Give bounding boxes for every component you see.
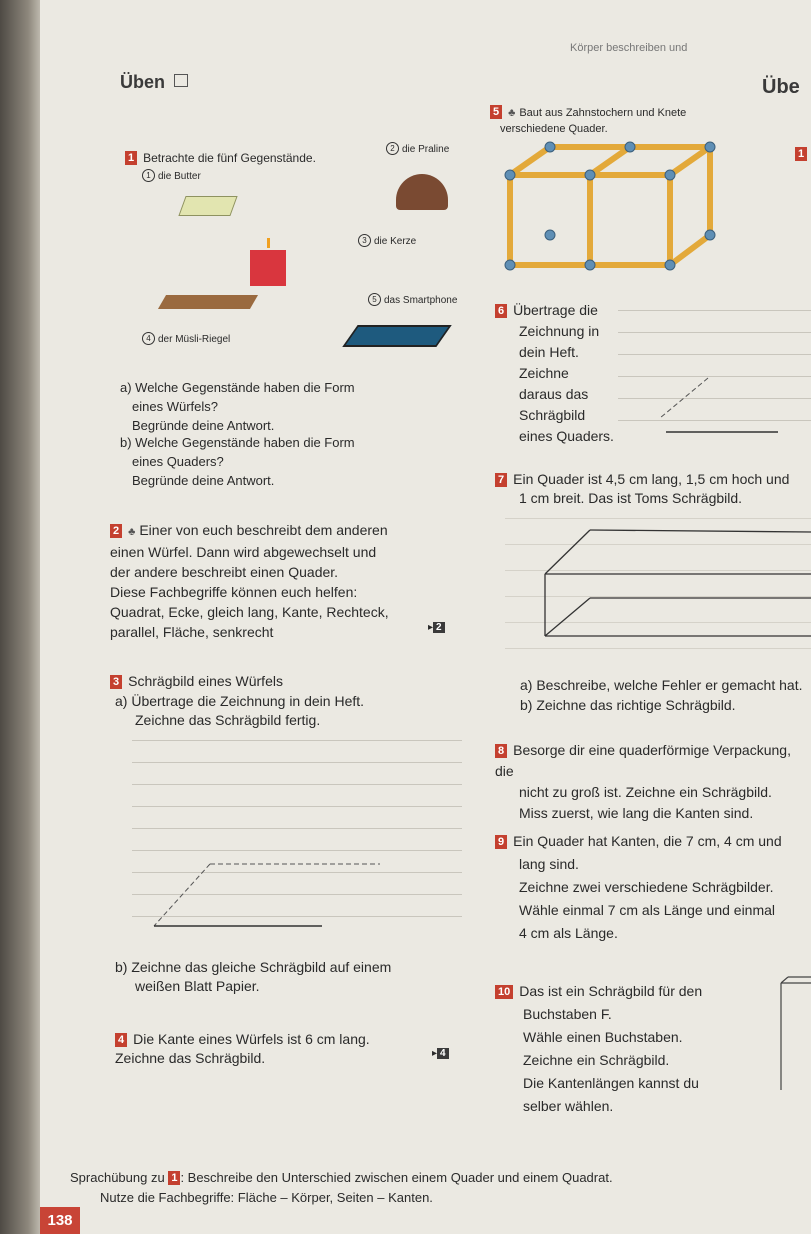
praline-image [396, 174, 448, 210]
candle-flame [267, 238, 270, 248]
ex10-number: 10 [495, 985, 513, 999]
ex6-grid [618, 310, 811, 440]
group-work-icon: ♣ [508, 107, 516, 119]
ex7-part-a: a) Beschreibe, welche Fehler er gemacht hat. [520, 677, 803, 693]
label-candle: 3 die Kerze [358, 234, 416, 250]
toothpick-cuboid-illustration [495, 135, 755, 285]
language-exercise: Sprachübung zu 1 : Beschreibe den Unterschied zwischen einem Quader und einem Quadrat. Nutze die Fachbegriffe: Fläche – Körper, Seiten – Kanten. [70, 1170, 613, 1205]
ex6-drawing [618, 310, 811, 440]
page-number: 138 [40, 1207, 80, 1234]
ex3-part-a: a) Übertrage die Zeichnung in dein Heft. Zeichne das Schrägbild fertig. [115, 693, 365, 728]
ex3-number: 3 [110, 675, 122, 689]
cereal-bar-image [158, 295, 258, 309]
candle-image [250, 250, 286, 286]
ex3-title: 3 Schrägbild eines Würfels [110, 672, 283, 691]
label-cereal-bar: 4 der Müsli-Riegel [142, 332, 230, 345]
ex1-part-b: b) Welche Gegenstände haben die Form eines Quaders? Begründe deine Antwort. [120, 435, 355, 488]
label-butter: 1 die Butter [142, 169, 201, 185]
ex3-part-b: b) Zeichne das gleiche Schrägbild auf einem weißen Blatt Papier. [115, 959, 392, 994]
ex5-block: 5 ♣ Baut aus Zahnstochern und Knete verschiedene Quader. [490, 105, 686, 137]
ex2-number: 2 [110, 524, 122, 538]
footer-ref-number: 1 [168, 1171, 180, 1185]
ex7-grid [505, 518, 811, 668]
label-smartphone: 5 das Smartphone [368, 293, 457, 309]
ex4-block: 4 Die Kante eines Würfels ist 6 cm lang. Zeichne das Schrägbild. [115, 1031, 370, 1066]
group-work-icon: ♣ [128, 526, 136, 538]
ex7-number: 7 [495, 473, 507, 487]
ex6-block: 6 Übertrage die Zeichnung in dein Heft. Zeichne daraus das Schrägbild eines Quaders. [495, 300, 614, 447]
wrong-cuboid-drawing [505, 518, 811, 668]
section-title-left: Üben [120, 72, 188, 93]
ex8-block: 8 Besorge dir eine quaderförmige Verpackung, die nicht zu groß ist. Zeichne ein Schrägbild. Miss zuerst, wie lang die Kanten sind. [495, 742, 791, 821]
cube-partial-drawing [132, 740, 462, 938]
ex2-block: 2 ♣ Einer von euch beschreibt dem anderen einen Würfel. Dann wird abgewechselt und der andere beschreibt einen Quader. Diese Fachbegriffe können euch helfen: Quadrat, Ecke, gleich lang, Kante, Rechteck, parallel, Fläche, senkrecht [110, 522, 389, 640]
ex7-text: 7 Ein Quader ist 4,5 cm lang, 1,5 cm hoch und 1 cm breit. Das ist Toms Schrägbild. [495, 470, 789, 508]
book-binding [0, 0, 40, 1234]
butter-image [178, 196, 237, 216]
ex6-number: 6 [495, 304, 507, 318]
ex1-intro: 1 Betrachte die fünf Gegenstände. [125, 150, 316, 166]
ex9-block: 9 Ein Quader hat Kanten, die 7 cm, 4 cm und lang sind. Zeichne zwei verschiedene Schrägbilder. Wähle einmal 7 cm als Länge und einmal 4 cm als Länge. [495, 830, 782, 945]
ex10-block: 10 Das ist ein Schrägbild für den Buchstaben F. Wähle einen Buchstaben. Zeichne ein Schrägbild. Die Kantenlängen kannst du selber wählen. [495, 980, 702, 1118]
section-title-right: Übe [762, 76, 800, 98]
chapter-title: Körper beschreiben und [570, 42, 688, 54]
ex3-grid [132, 740, 462, 938]
ex5-number: 5 [490, 105, 502, 119]
smartphone-image [342, 325, 451, 347]
ex7-part-b: b) Zeichne das richtige Schrägbild. [520, 697, 736, 713]
textbook-page [40, 0, 811, 1234]
ex4-number: 4 [115, 1033, 127, 1047]
label-praline: 2 die Praline [386, 142, 449, 158]
ex9-number: 9 [495, 835, 507, 849]
calculator-icon [174, 74, 188, 87]
letter-f-drawing [776, 975, 811, 1095]
ex1-part-a: a) Welche Gegenstände haben die Form eines Würfels? Begründe deine Antwort. [120, 380, 355, 433]
ex8-number: 8 [495, 744, 507, 758]
ex1-number: 1 [125, 151, 137, 165]
ex4-reference[interactable]: ▸ 4 [432, 1048, 449, 1059]
ex2-reference[interactable]: ▸ 2 [428, 622, 445, 633]
side-marker: 1 [795, 145, 811, 163]
